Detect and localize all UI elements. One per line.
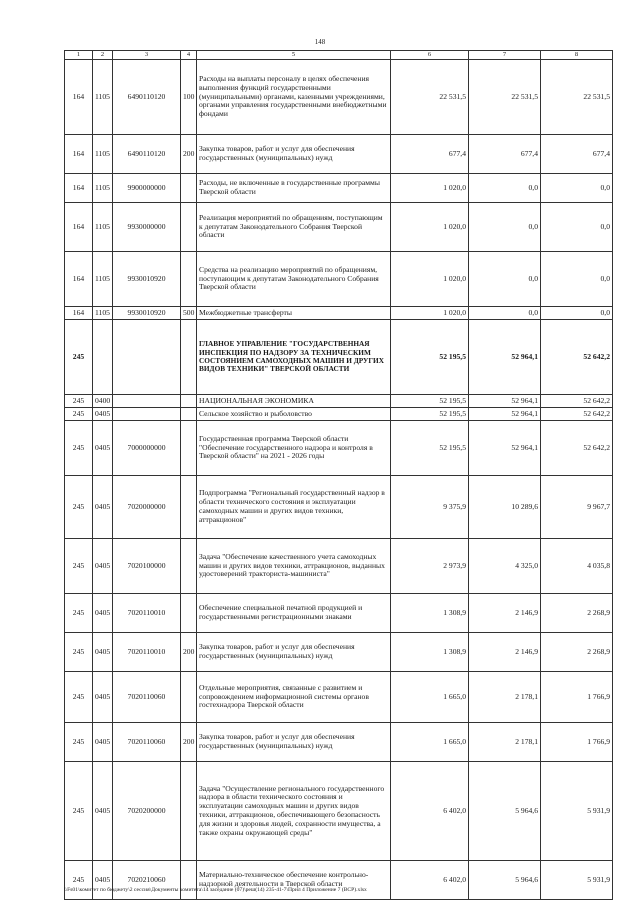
amount-col6-cell: 2 973,9 — [391, 539, 469, 594]
amount-col6-cell: 52 195,5 — [391, 408, 469, 421]
amount-col7-cell: 0,0 — [469, 174, 541, 203]
table-row — [65, 60, 613, 135]
code-section-cell: 0405 — [93, 762, 113, 861]
amount-col6-cell: 1 020,0 — [391, 174, 469, 203]
code-expense-type-cell — [181, 762, 197, 861]
code-expense-type-cell — [181, 672, 197, 723]
code-expense-type-cell — [181, 421, 197, 476]
code-target-cell: 7000000000 — [113, 421, 181, 476]
code-target-cell: 6490110120 — [113, 135, 181, 174]
amount-col7-cell: 2 146,9 — [469, 594, 541, 633]
code-admin-cell: 245 — [65, 539, 93, 594]
item-name-cell: Межбюджетные трансферты — [197, 307, 391, 320]
page-number: 148 — [314, 38, 326, 46]
code-admin-cell: 245 — [65, 594, 93, 633]
column-number-row — [65, 51, 613, 60]
table-row — [65, 723, 613, 762]
amount-col6-cell: 677,4 — [391, 135, 469, 174]
amount-col6-cell: 52 195,5 — [391, 421, 469, 476]
code-target-cell — [113, 320, 181, 395]
code-admin-cell: 245 — [65, 408, 93, 421]
code-section-cell: 1105 — [93, 174, 113, 203]
code-section-cell: 0405 — [93, 861, 113, 900]
item-name-cell: Материально-техническое обеспечение контрольно-надзорной деятельности в Тверской области — [197, 861, 391, 900]
amount-col8-cell: 2 268,9 — [541, 594, 613, 633]
item-name-cell: Сельское хозяйство и рыболовство — [197, 408, 391, 421]
amount-col7-cell: 52 964,1 — [469, 421, 541, 476]
amount-col6-cell: 1 020,0 — [391, 252, 469, 307]
code-target-cell: 7020110010 — [113, 594, 181, 633]
column-number: 4 — [181, 51, 197, 60]
code-target-cell: 7020100000 — [113, 539, 181, 594]
code-admin-cell: 164 — [65, 203, 93, 252]
code-admin-cell: 245 — [65, 723, 93, 762]
code-expense-type-cell — [181, 861, 197, 900]
amount-col8-cell: 5 931,9 — [541, 861, 613, 900]
item-name-cell: Закупка товаров, работ и услуг для обеспечения государственных (муниципальных) нужд — [197, 633, 391, 672]
amount-col6-cell: 1 665,0 — [391, 723, 469, 762]
code-section-cell: 1105 — [93, 203, 113, 252]
item-name-cell: Закупка товаров, работ и услуг для обеспечения государственных (муниципальных) нужд — [197, 135, 391, 174]
code-target-cell: 9900000000 — [113, 174, 181, 203]
code-target-cell — [113, 408, 181, 421]
code-expense-type-cell — [181, 594, 197, 633]
code-admin-cell: 164 — [65, 135, 93, 174]
table-row — [65, 762, 613, 861]
amount-col7-cell: 2 146,9 — [469, 633, 541, 672]
code-expense-type-cell — [181, 252, 197, 307]
code-section-cell: 0405 — [93, 723, 113, 762]
amount-col7-cell: 52 964,1 — [469, 408, 541, 421]
code-admin-cell: 164 — [65, 60, 93, 135]
table-row — [65, 672, 613, 723]
code-expense-type-cell: 200 — [181, 135, 197, 174]
code-section-cell: 0405 — [93, 408, 113, 421]
table-row — [65, 421, 613, 476]
code-admin-cell: 164 — [65, 252, 93, 307]
item-name-cell: Государственная программа Тверской области "Обеспечение государственного надзора и контроля в Тверской области" на 2021 - 2026 годы — [197, 421, 391, 476]
code-admin-cell: 245 — [65, 320, 93, 395]
code-section-cell — [93, 320, 113, 395]
amount-col8-cell: 52 642,2 — [541, 408, 613, 421]
amount-col7-cell: 2 178,1 — [469, 723, 541, 762]
code-section-cell: 0405 — [93, 539, 113, 594]
code-admin-cell: 245 — [65, 476, 93, 539]
code-expense-type-cell — [181, 539, 197, 594]
item-name-cell: Расходы на выплаты персоналу в целях обеспечения выполнения функций государственными (муниципальными) органами, казенными учреждениями, органами управления государственными внебюджетными фондами — [197, 60, 391, 135]
item-name-cell: Задача "Обеспечение качественного учета самоходных машин и других видов техники, аттракционов, выданных удостоверений тракториста-машиниста" — [197, 539, 391, 594]
item-name-cell: Закупка товаров, работ и услуг для обеспечения государственных (муниципальных) нужд — [197, 723, 391, 762]
amount-col8-cell: 52 642,2 — [541, 320, 613, 395]
code-admin-cell: 164 — [65, 174, 93, 203]
code-target-cell — [113, 395, 181, 408]
amount-col8-cell: 5 931,9 — [541, 762, 613, 861]
amount-col7-cell: 0,0 — [469, 307, 541, 320]
amount-col6-cell: 52 195,5 — [391, 320, 469, 395]
code-expense-type-cell — [181, 408, 197, 421]
amount-col7-cell: 0,0 — [469, 252, 541, 307]
table-row — [65, 594, 613, 633]
amount-col6-cell: 6 402,0 — [391, 861, 469, 900]
amount-col6-cell: 6 402,0 — [391, 762, 469, 861]
table-row — [65, 135, 613, 174]
amount-col7-cell: 0,0 — [469, 203, 541, 252]
amount-col6-cell: 1 020,0 — [391, 203, 469, 252]
amount-col6-cell: 1 020,0 — [391, 307, 469, 320]
column-number: 2 — [93, 51, 113, 60]
amount-col8-cell: 0,0 — [541, 307, 613, 320]
code-target-cell: 9930000000 — [113, 203, 181, 252]
amount-col8-cell: 0,0 — [541, 252, 613, 307]
amount-col7-cell: 5 964,6 — [469, 861, 541, 900]
code-target-cell: 7020000000 — [113, 476, 181, 539]
code-target-cell: 7020210060 — [113, 861, 181, 900]
code-target-cell: 7020110060 — [113, 723, 181, 762]
code-expense-type-cell — [181, 320, 197, 395]
code-admin-cell: 245 — [65, 395, 93, 408]
table-row — [65, 633, 613, 672]
amount-col7-cell: 52 964,1 — [469, 320, 541, 395]
item-name-cell: ГЛАВНОЕ УПРАВЛЕНИЕ "ГОСУДАРСТВЕННАЯ ИНСПЕКЦИЯ ПО НАДЗОРУ ЗА ТЕХНИЧЕСКИМ СОСТОЯНИЕМ САМОХОДНЫХ МАШИН И ДРУГИХ ВИДОВ ТЕХНИКИ" ТВЕРСКОЙ ОБЛАСТИ — [197, 320, 391, 395]
amount-col6-cell: 1 665,0 — [391, 672, 469, 723]
code-section-cell: 1105 — [93, 135, 113, 174]
code-expense-type-cell — [181, 174, 197, 203]
code-admin-cell: 245 — [65, 762, 93, 861]
code-expense-type-cell: 200 — [181, 723, 197, 762]
column-number: 3 — [113, 51, 181, 60]
code-target-cell: 9930010920 — [113, 252, 181, 307]
amount-col6-cell: 1 308,9 — [391, 633, 469, 672]
table-row — [65, 174, 613, 203]
column-number: 7 — [469, 51, 541, 60]
code-target-cell: 9930010920 — [113, 307, 181, 320]
item-name-cell: Отдельные мероприятия, связанные с развитием и сопровождением информационной системы органов гостехнадзора Тверской области — [197, 672, 391, 723]
table-row — [65, 476, 613, 539]
code-target-cell: 7020200000 — [113, 762, 181, 861]
amount-col7-cell: 4 325,0 — [469, 539, 541, 594]
amount-col6-cell: 22 531,5 — [391, 60, 469, 135]
code-target-cell: 7020110010 — [113, 633, 181, 672]
amount-col6-cell: 9 375,9 — [391, 476, 469, 539]
item-name-cell: Подпрограмма "Региональный государственный надзор в области технического состояния и эксплуатации самоходных машин и других видов техники, аттракционов" — [197, 476, 391, 539]
table-row — [65, 252, 613, 307]
amount-col8-cell: 1 766,9 — [541, 723, 613, 762]
file-path-footer: \\Fs01\комитет по бюджету\2 сессия\Документы комитета\14 заседание (07)\реш(14) 235-41-7\Прил 4 Приложение 7 (ВСР).xlsx — [64, 887, 367, 893]
budget-table — [64, 50, 613, 900]
code-section-cell: 0405 — [93, 594, 113, 633]
amount-col8-cell: 1 766,9 — [541, 672, 613, 723]
code-expense-type-cell — [181, 395, 197, 408]
table-row — [65, 539, 613, 594]
column-number: 8 — [541, 51, 613, 60]
column-number: 1 — [65, 51, 93, 60]
item-name-cell: Реализация мероприятий по обращениям, поступающим к депутатам Законодательного Собрания Тверской области — [197, 203, 391, 252]
code-section-cell: 0405 — [93, 633, 113, 672]
code-expense-type-cell: 200 — [181, 633, 197, 672]
table-row — [65, 861, 613, 900]
amount-col6-cell: 52 195,5 — [391, 395, 469, 408]
table-row — [65, 320, 613, 395]
amount-col8-cell: 0,0 — [541, 203, 613, 252]
code-section-cell: 1105 — [93, 252, 113, 307]
code-admin-cell: 245 — [65, 633, 93, 672]
code-admin-cell: 245 — [65, 421, 93, 476]
code-section-cell: 0405 — [93, 672, 113, 723]
code-admin-cell: 164 — [65, 307, 93, 320]
amount-col8-cell: 52 642,2 — [541, 395, 613, 408]
amount-col7-cell: 10 289,6 — [469, 476, 541, 539]
code-section-cell: 0405 — [93, 421, 113, 476]
amount-col7-cell: 52 964,1 — [469, 395, 541, 408]
amount-col8-cell: 677,4 — [541, 135, 613, 174]
amount-col8-cell: 2 268,9 — [541, 633, 613, 672]
amount-col7-cell: 2 178,1 — [469, 672, 541, 723]
amount-col8-cell: 52 642,2 — [541, 421, 613, 476]
amount-col8-cell: 9 967,7 — [541, 476, 613, 539]
code-section-cell: 1105 — [93, 307, 113, 320]
code-admin-cell: 245 — [65, 861, 93, 900]
code-section-cell: 0405 — [93, 476, 113, 539]
code-expense-type-cell: 500 — [181, 307, 197, 320]
code-expense-type-cell — [181, 203, 197, 252]
code-target-cell: 7020110060 — [113, 672, 181, 723]
item-name-cell: Обеспечение специальной печатной продукцией и государственными регистрационными знаками — [197, 594, 391, 633]
table-row — [65, 203, 613, 252]
amount-col8-cell: 22 531,5 — [541, 60, 613, 135]
code-target-cell: 6490110120 — [113, 60, 181, 135]
code-expense-type-cell — [181, 476, 197, 539]
item-name-cell: Средства на реализацию мероприятий по обращениям, поступающим к депутатам Законодательного Собрания Тверской области — [197, 252, 391, 307]
column-number: 6 — [391, 51, 469, 60]
amount-col7-cell: 677,4 — [469, 135, 541, 174]
table-row — [65, 408, 613, 421]
amount-col7-cell: 22 531,5 — [469, 60, 541, 135]
table-row — [65, 307, 613, 320]
item-name-cell: Расходы, не включенные в государственные программы Тверской области — [197, 174, 391, 203]
code-admin-cell: 245 — [65, 672, 93, 723]
column-number: 5 — [197, 51, 391, 60]
code-expense-type-cell: 100 — [181, 60, 197, 135]
amount-col8-cell: 4 035,8 — [541, 539, 613, 594]
code-section-cell: 1105 — [93, 60, 113, 135]
amount-col7-cell: 5 964,6 — [469, 762, 541, 861]
item-name-cell: Задача "Осуществление регионального государственного надзора в области технического состояния и эксплуатации самоходных машин и других видов техники, аттракционов, обеспечивающего безопасность для жизни и здоровья людей, сохранности имущества, а также охраны окружающей среды" — [197, 762, 391, 861]
amount-col6-cell: 1 308,9 — [391, 594, 469, 633]
table-row — [65, 395, 613, 408]
amount-col8-cell: 0,0 — [541, 174, 613, 203]
item-name-cell: НАЦИОНАЛЬНАЯ ЭКОНОМИКА — [197, 395, 391, 408]
code-section-cell: 0400 — [93, 395, 113, 408]
